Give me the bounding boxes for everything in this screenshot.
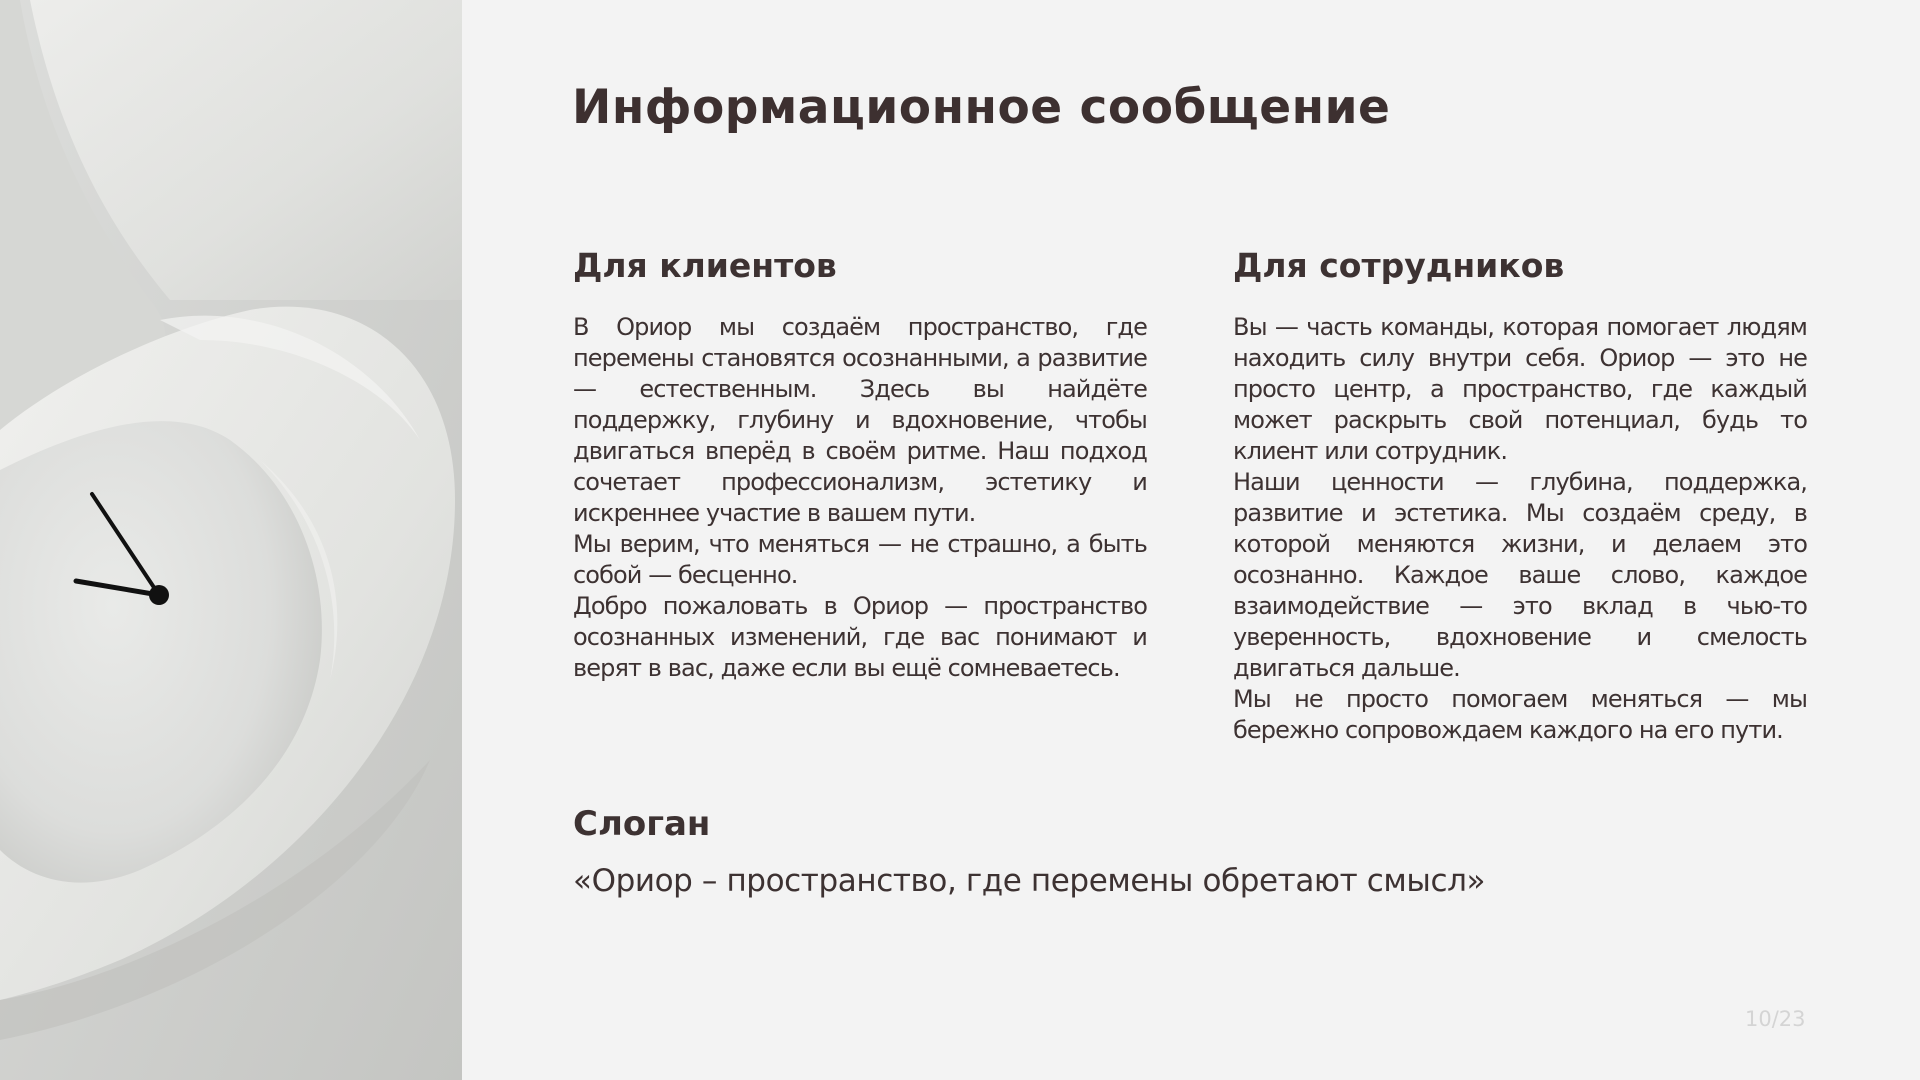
clients-column (573, 244, 1147, 684)
clients-paragraph: Добро пожаловать в Ориор — пространство осознанных изменений, где вас понимают и верят в вас, даже если вы ещё сомневаетесь. (573, 592, 1147, 682)
slide-title: Информационное сообщение (572, 80, 1391, 135)
staff-heading: Для сотрудников (1233, 246, 1565, 285)
sculpted-clock-photo (0, 0, 462, 1080)
slogan-text: «Ориор – пространство, где перемены обретают смысл» (573, 863, 1486, 899)
staff-column (1233, 244, 1807, 746)
staff-paragraph: Вы — часть команды, которая помогает людям находить силу внутри себя. Ориор — это не просто центр, а пространство, где каждый может раскрыть свой потенциал, будь то клиент или сотрудник. (1233, 313, 1807, 465)
staff-paragraph: Наши ценности — глубина, поддержка, развитие и эстетика. Мы создаём среду, в которой меняются жизни, и делаем это осознанно. Каждое ваше слово, каждое взаимодействие — это вклад в чью-то уверенность, вдохновение и смелость двигаться дальше. (1233, 468, 1807, 682)
clients-heading: Для клиентов (573, 246, 837, 285)
wall-clock-icon (0, 0, 462, 1080)
staff-paragraph: Мы не просто помогаем меняться — мы бережно сопровождаем каждого на его пути. (1233, 685, 1807, 744)
clients-paragraph: Мы верим, что меняться — не страшно, а быть собой — бесценно. (573, 530, 1147, 589)
clients-paragraph: В Ориор мы создаём пространство, где перемены становятся осознанными, а развитие — естественным. Здесь вы найдёте поддержку, глубину и вдохновение, чтобы двигаться вперёд в своём ритме. Наш подход сочетает профессионализм, эстетику и искреннее участие в вашем пути. (573, 313, 1147, 527)
slogan-block (573, 802, 1485, 902)
page-number: 10/23 (1745, 1007, 1806, 1031)
slogan-heading: Слоган (573, 804, 711, 844)
